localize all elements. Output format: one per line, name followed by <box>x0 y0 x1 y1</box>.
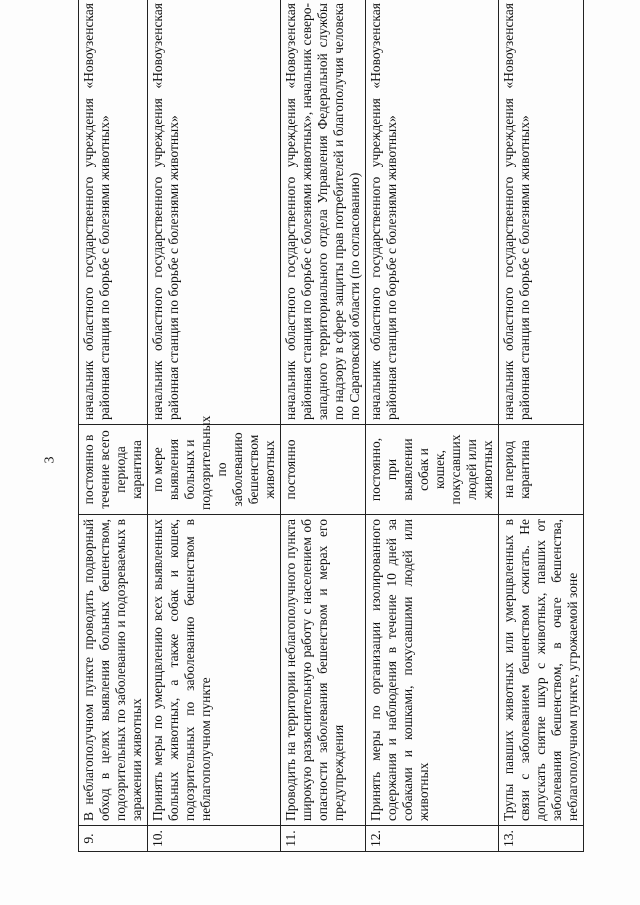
measures-table <box>78 0 584 852</box>
term-text: постоянно <box>281 425 366 515</box>
responsible-text: начальник областного государственного учреждения «Новоузенская районная станция по борьбе с болезнями животных», начальник северо-западного территориального отдела Управления Федеральной службы по надзору в сфере защиты прав потребителей и благополучия человека по Саратовской области (по согласованию) <box>281 0 366 425</box>
term-text: на период карантина <box>499 425 584 515</box>
responsible-text: начальник областного государственного учреждения «Новоузенская районная станция по борьбе с болезнями животных» <box>366 0 499 425</box>
row-number: 12. <box>366 826 499 852</box>
row-number: 11. <box>281 826 366 852</box>
row-number: 13. <box>499 826 584 852</box>
term-text: по мере выявления больных и подозрительных по заболеванию бешенством животных <box>148 425 281 515</box>
table-row <box>499 0 584 852</box>
table-row <box>366 0 499 852</box>
responsible-text: начальник областного государственного учреждения «Новоузенская районная станция по борьбе с болезнями животных» <box>148 0 281 425</box>
measure-text: В неблагополучном пункте проводить подворный обход в целях выявления больных бешенством, подозрительных по заболеванию и подозреваемых в заражении животных <box>79 515 148 826</box>
term-text: постоянно, при выявлении собак и кошек, покусавших людей или животных <box>366 425 499 515</box>
measure-text: Принять меры по организации изолированного содержания и наблюдения в течение 10 дней за собаками и кошками, покусавшими людей или животных <box>366 515 499 826</box>
table-row <box>281 0 366 852</box>
table-row <box>148 0 281 852</box>
row-number: 10. <box>148 826 281 852</box>
row-number: 9. <box>79 826 148 852</box>
rotated-table-container <box>78 0 580 852</box>
measure-text: Проводить на территории неблагополучного пункта широкую разъяснительную работу с населением об опасности заболевания бешенством и мерах его предупреждения <box>281 515 366 826</box>
measure-text: Принять меры по умерщвлению всех выявленных больных животных, а также собак и кошек, подозрительных по заболеванию бешенством в неблагополучном пункте <box>148 515 281 826</box>
term-text: постоянно в течение всего периода карантина <box>79 425 148 515</box>
responsible-text: начальник областного государственного учреждения «Новоузенская районная станция по борьбе с болезнями животных» <box>499 0 584 425</box>
page-number: 3 <box>42 456 58 464</box>
responsible-text: начальник областного государственного учреждения «Новоузенская районная станция по борьбе с болезнями животных» <box>79 0 148 425</box>
measure-text: Трупы павших животных или умерщвленных в связи с заболеванием бешенством сжигать. Не допускать снятие шкур с животных, павших от заболевания бешенством, в очаге бешенства, неблагополучном пункте, угрожаемой зоне <box>499 515 584 826</box>
table-row <box>79 0 148 852</box>
